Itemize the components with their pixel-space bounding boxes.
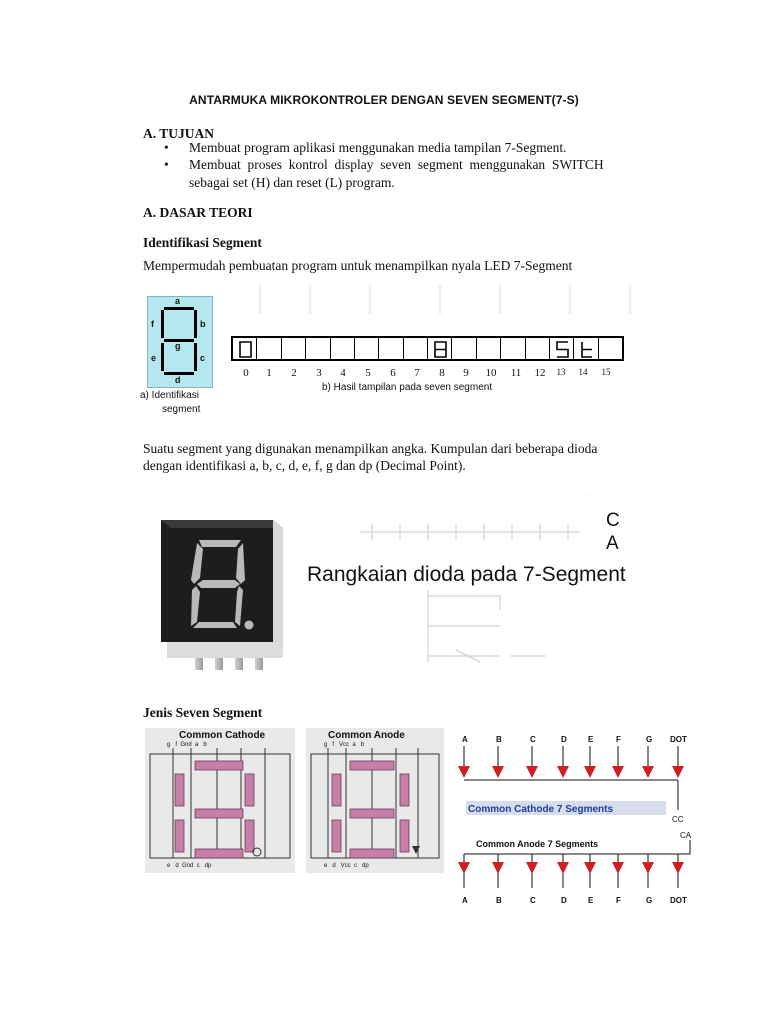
cathode-title: Common Cathode [179, 730, 266, 741]
common-cathode-diagram [145, 728, 295, 873]
segment-e [161, 343, 164, 371]
segment-identification-figure [147, 296, 213, 388]
index-label: 8 [439, 367, 445, 379]
digit-0-icon [235, 339, 257, 360]
strip-cell [428, 338, 452, 359]
strip-cell [452, 338, 476, 359]
led-label: G [646, 896, 653, 905]
document-title: ANTARMUKA MIKROKONTROLER DENGAN SEVEN SEGMENT(7-S) [189, 93, 579, 107]
index-label: 12 [534, 367, 546, 379]
strip-cell [599, 338, 622, 359]
label-g: g [175, 341, 181, 351]
bullet-icon: • [164, 157, 169, 172]
seven-segment-strip [231, 336, 624, 361]
index-label: 15 [601, 367, 611, 377]
paragraph-line2: dengan identifikasi a, b, c, d, e, f, g dan dp (Decimal Point). [143, 458, 466, 473]
strip-cell [526, 338, 550, 359]
led-common-diagrams [452, 730, 708, 910]
cc-letter: C [606, 510, 620, 531]
intro-text: Mempermudah pembuatan program untuk menampilkan nyala LED 7-Segment [143, 258, 573, 273]
index-label: 1 [266, 367, 272, 379]
ca-letter: A [606, 533, 619, 554]
index-label: 2 [291, 367, 297, 379]
strip-cell [501, 338, 525, 359]
led-label: E [588, 896, 594, 905]
led-label: DOT [670, 896, 687, 905]
led-label: C [530, 896, 536, 905]
index-label: 0 [243, 367, 249, 379]
segment-b [194, 310, 197, 338]
led-label: B [496, 896, 502, 905]
ghost-background [250, 279, 640, 319]
common-anode-diagram [306, 728, 444, 873]
index-label: 3 [316, 367, 322, 379]
seven-segment-photo [155, 512, 290, 672]
caption-a-line1: a) Identifikasi [140, 390, 199, 401]
faint-text: · · · · · [580, 492, 595, 498]
index-label: 4 [340, 367, 346, 379]
label-f: f [151, 319, 154, 329]
caption-b: b) Hasil tampilan pada seven segment [322, 382, 493, 393]
caption-a-line2: segment [162, 404, 201, 415]
dioda-title: Rangkaian dioda pada 7-Segment [307, 563, 626, 586]
strip-cell [355, 338, 379, 359]
led-label: D [561, 896, 567, 905]
label-b: b [200, 319, 206, 329]
bullet-icon: • [164, 140, 169, 155]
tujuan-bullet-2: Membuat proses kontrol display seven segment menggunakan SWITCH [189, 157, 604, 172]
led-label: F [616, 896, 621, 905]
glyph-s-icon [552, 339, 574, 360]
label-a: a [175, 296, 181, 306]
led-label: C [530, 735, 536, 744]
digit-8-icon [430, 339, 452, 360]
strip-cell [477, 338, 501, 359]
segment-a [164, 307, 194, 310]
led-label: A [462, 735, 468, 744]
strip-cell [550, 338, 574, 359]
identifikasi-subheading: Identifikasi Segment [143, 235, 262, 250]
tujuan-bullet-1: Membuat program aplikasi menggunakan media tampilan 7-Segment. [189, 140, 567, 155]
anode-title: Common Anode [328, 730, 405, 741]
cathode-bottom-pins: e d Gnd c dp [167, 863, 212, 869]
cathode-top-pins: g f Gnd a b [167, 742, 207, 748]
label-d: d [175, 375, 181, 385]
led-label: A [462, 896, 468, 905]
cc-caption: Common Cathode 7 Segments [468, 804, 614, 815]
label-c: c [200, 353, 206, 363]
index-label: 14 [578, 367, 588, 377]
index-label: 7 [414, 367, 420, 379]
label-e: e [151, 353, 157, 363]
strip-cell [282, 338, 306, 359]
index-label: 5 [365, 367, 371, 379]
strip-cell [233, 338, 257, 359]
paragraph-line1: Suatu segment yang digunakan menampilkan angka. Kumpulan dari beberapa dioda [143, 441, 598, 456]
index-label: 6 [390, 367, 396, 379]
glyph-t-icon [576, 339, 598, 360]
tujuan-heading: A. TUJUAN [143, 126, 215, 141]
led-label: E [588, 735, 594, 744]
led-label: D [561, 735, 567, 744]
index-label: 11 [510, 367, 522, 379]
strip-cell [331, 338, 355, 359]
led-label: G [646, 735, 653, 744]
strip-cell [404, 338, 428, 359]
jenis-heading: Jenis Seven Segment [143, 705, 263, 720]
faint-diode-row [360, 516, 590, 552]
led-label: B [496, 735, 502, 744]
segment-c [194, 343, 197, 371]
strip-cell [379, 338, 403, 359]
ca-tag: CA [680, 831, 692, 840]
ca-caption: Common Anode 7 Segments [476, 839, 599, 849]
strip-cell [306, 338, 330, 359]
anode-top-pins: g f Vcc a b [324, 742, 365, 748]
tujuan-bullet-2-cont: sebagai set (H) dan reset (L) program. [189, 175, 395, 190]
faint-diode-schematic [420, 588, 550, 666]
index-label: 13 [556, 367, 566, 377]
segment-f [161, 310, 164, 338]
cc-tag: CC [672, 815, 684, 824]
strip-cell [257, 338, 281, 359]
dasar-teori-heading: A. DASAR TEORI [143, 205, 253, 220]
led-label: F [616, 735, 621, 744]
index-label: 10 [485, 367, 497, 379]
anode-bottom-pins: e d Vcc c dp [324, 863, 369, 869]
led-label: DOT [670, 735, 687, 744]
strip-cell [574, 338, 598, 359]
index-label: 9 [463, 367, 469, 379]
